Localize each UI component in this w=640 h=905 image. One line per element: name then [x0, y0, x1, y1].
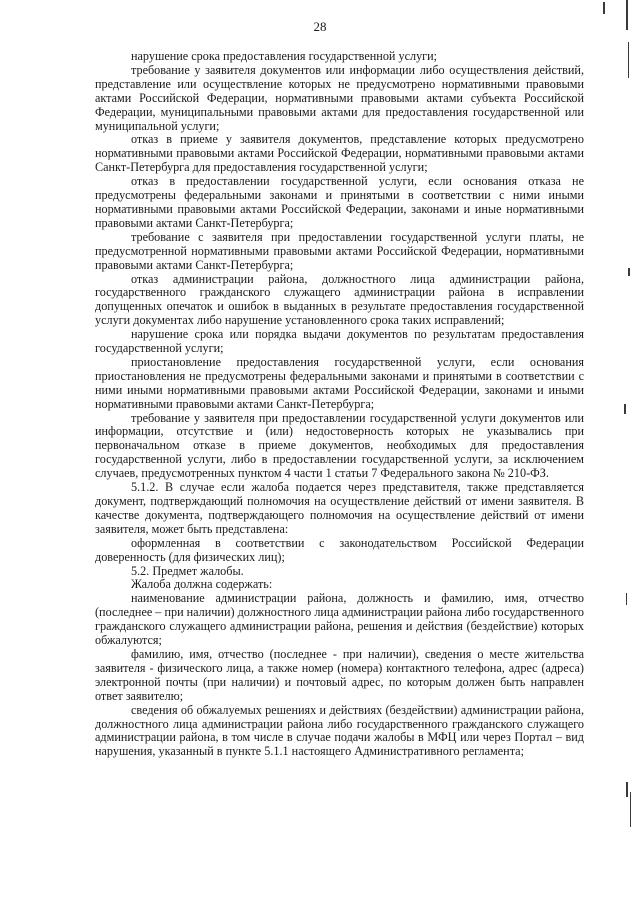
- paragraph-12: 5.2. Предмет жалобы.: [131, 563, 244, 578]
- page-number: 28: [313, 19, 327, 34]
- paragraph-16: сведения об обжалуемых решениях и действиях (бездействии) администрации района, должностного лица администрации района либо государственного гражданского служащего администрации района, в том числе в случае подачи жалобы в МФЦ или через Портал – вид нарушения, указанный в пункте 5.1.1 настоящего Административного регламента;: [95, 702, 584, 759]
- paragraph-10: 5.1.2. В случае если жалоба подается через представителя, также представляется документ, подтверждающий полномочия на осуществление действий от имени заявителя. В качестве документа, подтверждающего полномочия на осуществление действий от имени заявителя, может быть представлена:: [95, 480, 584, 536]
- paragraph-3: отказ в приеме у заявителя документов, представление которых предусмотрено нормативными правовыми актами Российской Федерации, нормативными правовыми актами Санкт-Петербурга для предоставления государственной услуги;: [95, 132, 584, 175]
- paragraph-8: приостановление предоставления государственной услуги, если основания приостановления не предусмотрены федеральными законами и принятыми в соответствии с ними иными нормативными правовыми актами Российской Федерации, законами и иными нормативными правовыми актами Санкт-Петербурга;: [95, 354, 584, 411]
- scan-mark: [628, 42, 629, 78]
- paragraph-6: отказ администрации района, должностного лица администрации района, государственного гражданского служащего администрации района в исправлении допущенных опечаток и ошибок в выданных в результате предоставления государственной услуги документах либо нарушение установленного срока таких исправлений;: [95, 271, 584, 328]
- paragraph-14: наименование администрации района, должность и фамилию, имя, отчество (последнее – при наличии) должностного лица администрации района либо государственного гражданского служащего администрации района, решения и действия (бездействие) которых обжалуются;: [95, 591, 584, 648]
- scan-mark: [626, 0, 628, 30]
- scan-mark: [630, 792, 631, 827]
- scan-mark: [626, 593, 627, 605]
- paragraph-9: требование у заявителя при предоставлении государственной услуги документов или информации, отсутствие и (или) недостоверность которых не указывались при первоначальном отказе в приеме документов, необходимых для предоставления государственной услуги, либо в предоставлении государственной услуги, за исключением случаев, предусмотренных пунктом 4 части 1 статьи 7 Федерального закона № 210-ФЗ.: [95, 410, 584, 481]
- paragraph-2: требование у заявителя документов или информации либо осуществления действий, представление или осуществление которых не предусмотрено нормативными правовыми актами Российской Федерации, нормативными правовыми актами субъекта Российской Федерации, муниципальными правовыми актами для предоставления государственной или муниципальной услуги;: [95, 62, 584, 133]
- paragraph-4: отказ в предоставлении государственной услуги, если основания отказа не предусмотрены федеральными законами и принятыми в соответствии с ними иными нормативными правовыми актами Российской Федерации, законами и иные нормативными правовыми актами Санкт-Петербурга;: [95, 174, 584, 230]
- scan-mark: [624, 404, 626, 414]
- paragraph-7: нарушение срока или порядка выдачи документов по результатам предоставления государственной услуги;: [95, 327, 584, 356]
- paragraph-15: фамилию, имя, отчество (последнее - при наличии), сведения о месте жительства заявителя - физического лица, а также номер (номера) контактного телефона, адрес (адреса) электронной почты (при наличии) и почтовый адрес, по которым должен быть направлен ответ заявителю;: [95, 646, 584, 703]
- paragraph-11: оформленная в соответствии с законодательством Российской Федерации доверенность (для физических лиц);: [95, 535, 584, 564]
- paragraph-5: требование с заявителя при предоставлении государственной услуги платы, не предусмотренной нормативными правовыми актами Российской Федерации, нормативными правовыми актами Санкт-Петербурга;: [95, 229, 584, 272]
- paragraph-13: Жалоба должна содержать:: [131, 577, 273, 592]
- scan-mark: [628, 268, 630, 276]
- document-body: [95, 50, 584, 759]
- paragraph-1: нарушение срока предоставления государственной услуги;: [131, 49, 438, 63]
- scan-mark: [603, 2, 605, 14]
- scan-mark: [626, 782, 628, 797]
